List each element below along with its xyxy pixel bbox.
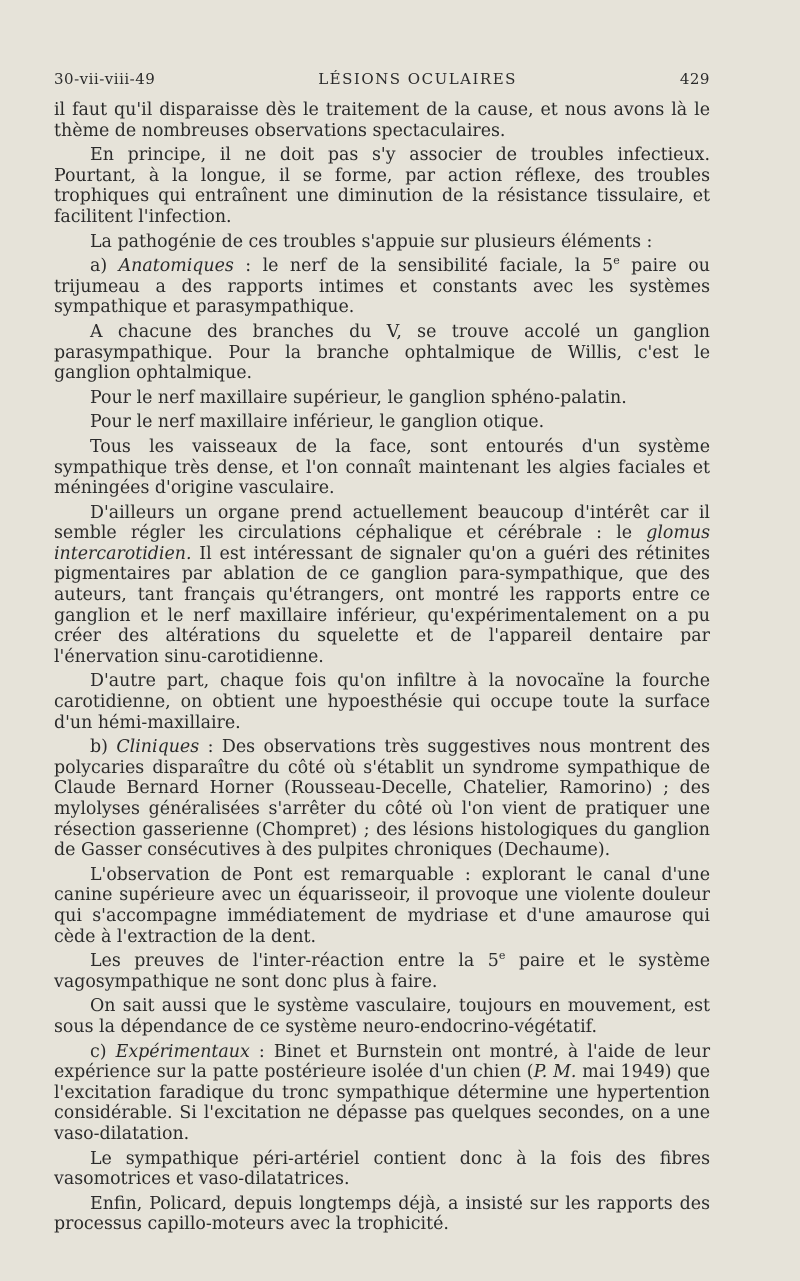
list-label: b) (90, 737, 108, 758)
text-run: : Des observations très suggestives nous montrent des polycaries disparaître du côté où s'établit un syndrome sympathique de Claude Bernard Horner (Rousseau-Decelle, Chatelier, Ramorino) ; des mylolyses généralisées s'arrêter du côté où l'on vient de pratiquer une résection gasserienne (Chompret) ; des lésions histologiques du ganglion de Gasser consécutives à des pulpites chroniques (Dechaume). (54, 737, 711, 861)
paragraph-cliniques (54, 737, 710, 861)
paragraph: Pour le nerf maxillaire supérieur, le ganglion sphéno-palatin. (90, 387, 627, 408)
text-run: : Binet et Burnstein ont montré, à l'aide de leur expérience sur la patte postérieure isolée d'un chien ( (54, 1041, 711, 1083)
paragraph: D'autre part, chaque fois qu'on infiltre à la novocaïne la fourche carotidienne, on obtient une hypoesthésie qui occupe toute la surface d'un hémi-maxillaire. (54, 671, 710, 733)
header-date: 30-vii-viii-49 (54, 70, 156, 88)
paragraph: il faut qu'il disparaisse dès le traitement de la cause, et nous avons là le thème de nombreuses observations spectaculaires. (54, 100, 710, 141)
text-run: Il est intéressant de signaler qu'on a guéri des rétinites pigmentaires par ablation de ce ganglion para-sympathique, que des auteurs, tant français qu'étrangers, ont montré les rapports entre ce ganglion et le nerf maxillaire inférieur, qu'expérimentalement on a pu créer des altérations du squelette et de l'appareil dentaire par l'énervation sinu-carotidienne. (54, 543, 710, 667)
paragraph: Le sympathique péri-artériel contient donc à la fois des fibres vasomotrices et vaso-dilatatrices. (54, 1148, 710, 1190)
paragraph: Tous les vaisseaux de la face, sont entourés d'un système sympathique très dense, et l'on connaît maintenant les algies faciales et méningées d'origine vasculaire. (54, 436, 710, 499)
section-term: Expérimentaux (115, 1041, 250, 1062)
italic-citation: P. M. (533, 1062, 577, 1083)
text-run: D'ailleurs un organe prend actuellement beaucoup d'intérêt car il semble régler les circulations céphalique et cérébrale : le (54, 502, 710, 544)
italic-term: glomus intercarotidien. (54, 523, 710, 564)
superscript: e (613, 254, 620, 268)
list-label: c) (90, 1041, 107, 1062)
running-header (54, 70, 710, 88)
paragraph (54, 951, 710, 992)
list-label: a) (90, 256, 108, 277)
page-number: 429 (679, 70, 710, 88)
text-run: paire et le système vagosympathique ne sont donc plus à faire. (54, 951, 710, 992)
paragraph: Enfin, Policard, depuis longtemps déjà, a insisté sur les rapports des processus capillo-moteurs avec la trophicité. (54, 1193, 710, 1235)
body-text (54, 100, 710, 1235)
text-run: mai 1949) que l'excitation faradique du tronc sympathique détermine une hypertention considérable. Si l'excitation ne dépasse pas quelques secondes, on a une vaso-dilatation. (54, 1062, 710, 1144)
paragraph-anatomiques (54, 256, 710, 318)
section-term: Cliniques (116, 737, 200, 758)
paragraph: A chacune des branches du V, se trouve accolé un ganglion parasympathique. Pour la branche ophtalmique de Willis, c'est le ganglion ophtalmique. (54, 321, 710, 384)
text-run: : le nerf de la sensibilité faciale, la 5 (233, 256, 614, 277)
superscript: e (498, 949, 506, 963)
header-title: LÉSIONS OCULAIRES (318, 70, 517, 88)
paragraph-experimentaux (54, 1042, 710, 1145)
paragraph: Pour le nerf maxillaire inférieur, le ganglion otique. (90, 412, 545, 433)
paragraph: On sait aussi que le système vasculaire, toujours en mouvement, est sous la dépendance de ce système neuro-endocrino-végétatif. (54, 996, 710, 1037)
paragraph: L'observation de Pont est remarquable : explorant le canal d'une canine supérieure avec un équarisseoir, il provoque une violente douleur qui s'accompagne immédiatement de mydriase et d'une amaurose qui cède à l'extraction de la dent. (54, 864, 710, 947)
text-run: paire ou trijumeau a des rapports intimes et constants avec les systèmes sympathique et parasympathique. (54, 256, 710, 318)
text-run: Les preuves de l'inter-réaction entre la 5 (90, 951, 499, 972)
paragraph (54, 503, 710, 668)
section-term: Anatomiques (118, 256, 234, 277)
paragraph: En principe, il ne doit pas s'y associer de troubles infectieux. Pourtant, à la longue, il se forme, par action réflexe, des troubles trophiques qui entraînent une diminution de la résistance tissulaire, et facilitent l'infection. (54, 145, 710, 227)
paragraph: La pathogénie de ces troubles s'appuie sur plusieurs éléments : (90, 231, 653, 252)
